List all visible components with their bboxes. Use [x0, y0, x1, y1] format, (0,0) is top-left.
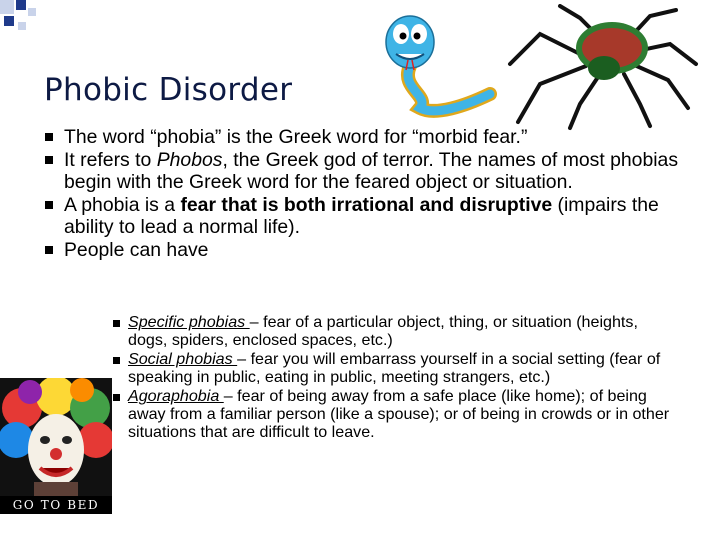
corner-decoration [0, 0, 60, 40]
sub-bullet-item: Social phobias – fear you will embarrass yourself in a social setting (fear of speaking in public, eating in public, meeting strangers, etc.) [110, 351, 670, 386]
bullet-item: People can have [40, 239, 700, 262]
clown-caption: GO TO BED [0, 496, 112, 514]
square-bullet-icon [113, 357, 120, 364]
square-bullet-icon [45, 246, 53, 254]
bullet-list [40, 126, 700, 261]
bullet-item: A phobia is a fear that is both irrational and disruptive (impairs the ability to lead a normal life). [40, 194, 700, 239]
square-bullet-icon [45, 133, 53, 141]
square-bullet-icon [113, 394, 120, 401]
sub-bullet-item: Specific phobias – fear of a particular object, thing, or situation (heights, dogs, spiders, enclosed spaces, etc.) [110, 314, 670, 349]
slide-title: Phobic Disorder [44, 72, 293, 108]
bullet-item: The word “phobia” is the Greek word for “morbid fear.” [40, 126, 700, 149]
square-bullet-icon [113, 320, 120, 327]
square-bullet-icon [45, 156, 53, 164]
snake-image [380, 8, 500, 120]
square-bullet-icon [45, 201, 53, 209]
sub-bullet-item: Agoraphobia – fear of being away from a safe place (like home); of being away from a familiar person (like a spouse); or of being in crowds or in other situations that are difficult to leave. [110, 388, 670, 441]
sub-bullet-list [110, 314, 670, 443]
clown-image [0, 378, 112, 514]
spider-image [500, 4, 700, 132]
bullet-item: It refers to Phobos, the Greek god of terror. The names of most phobias begin with the Greek word for the feared object or situation. [40, 149, 700, 194]
